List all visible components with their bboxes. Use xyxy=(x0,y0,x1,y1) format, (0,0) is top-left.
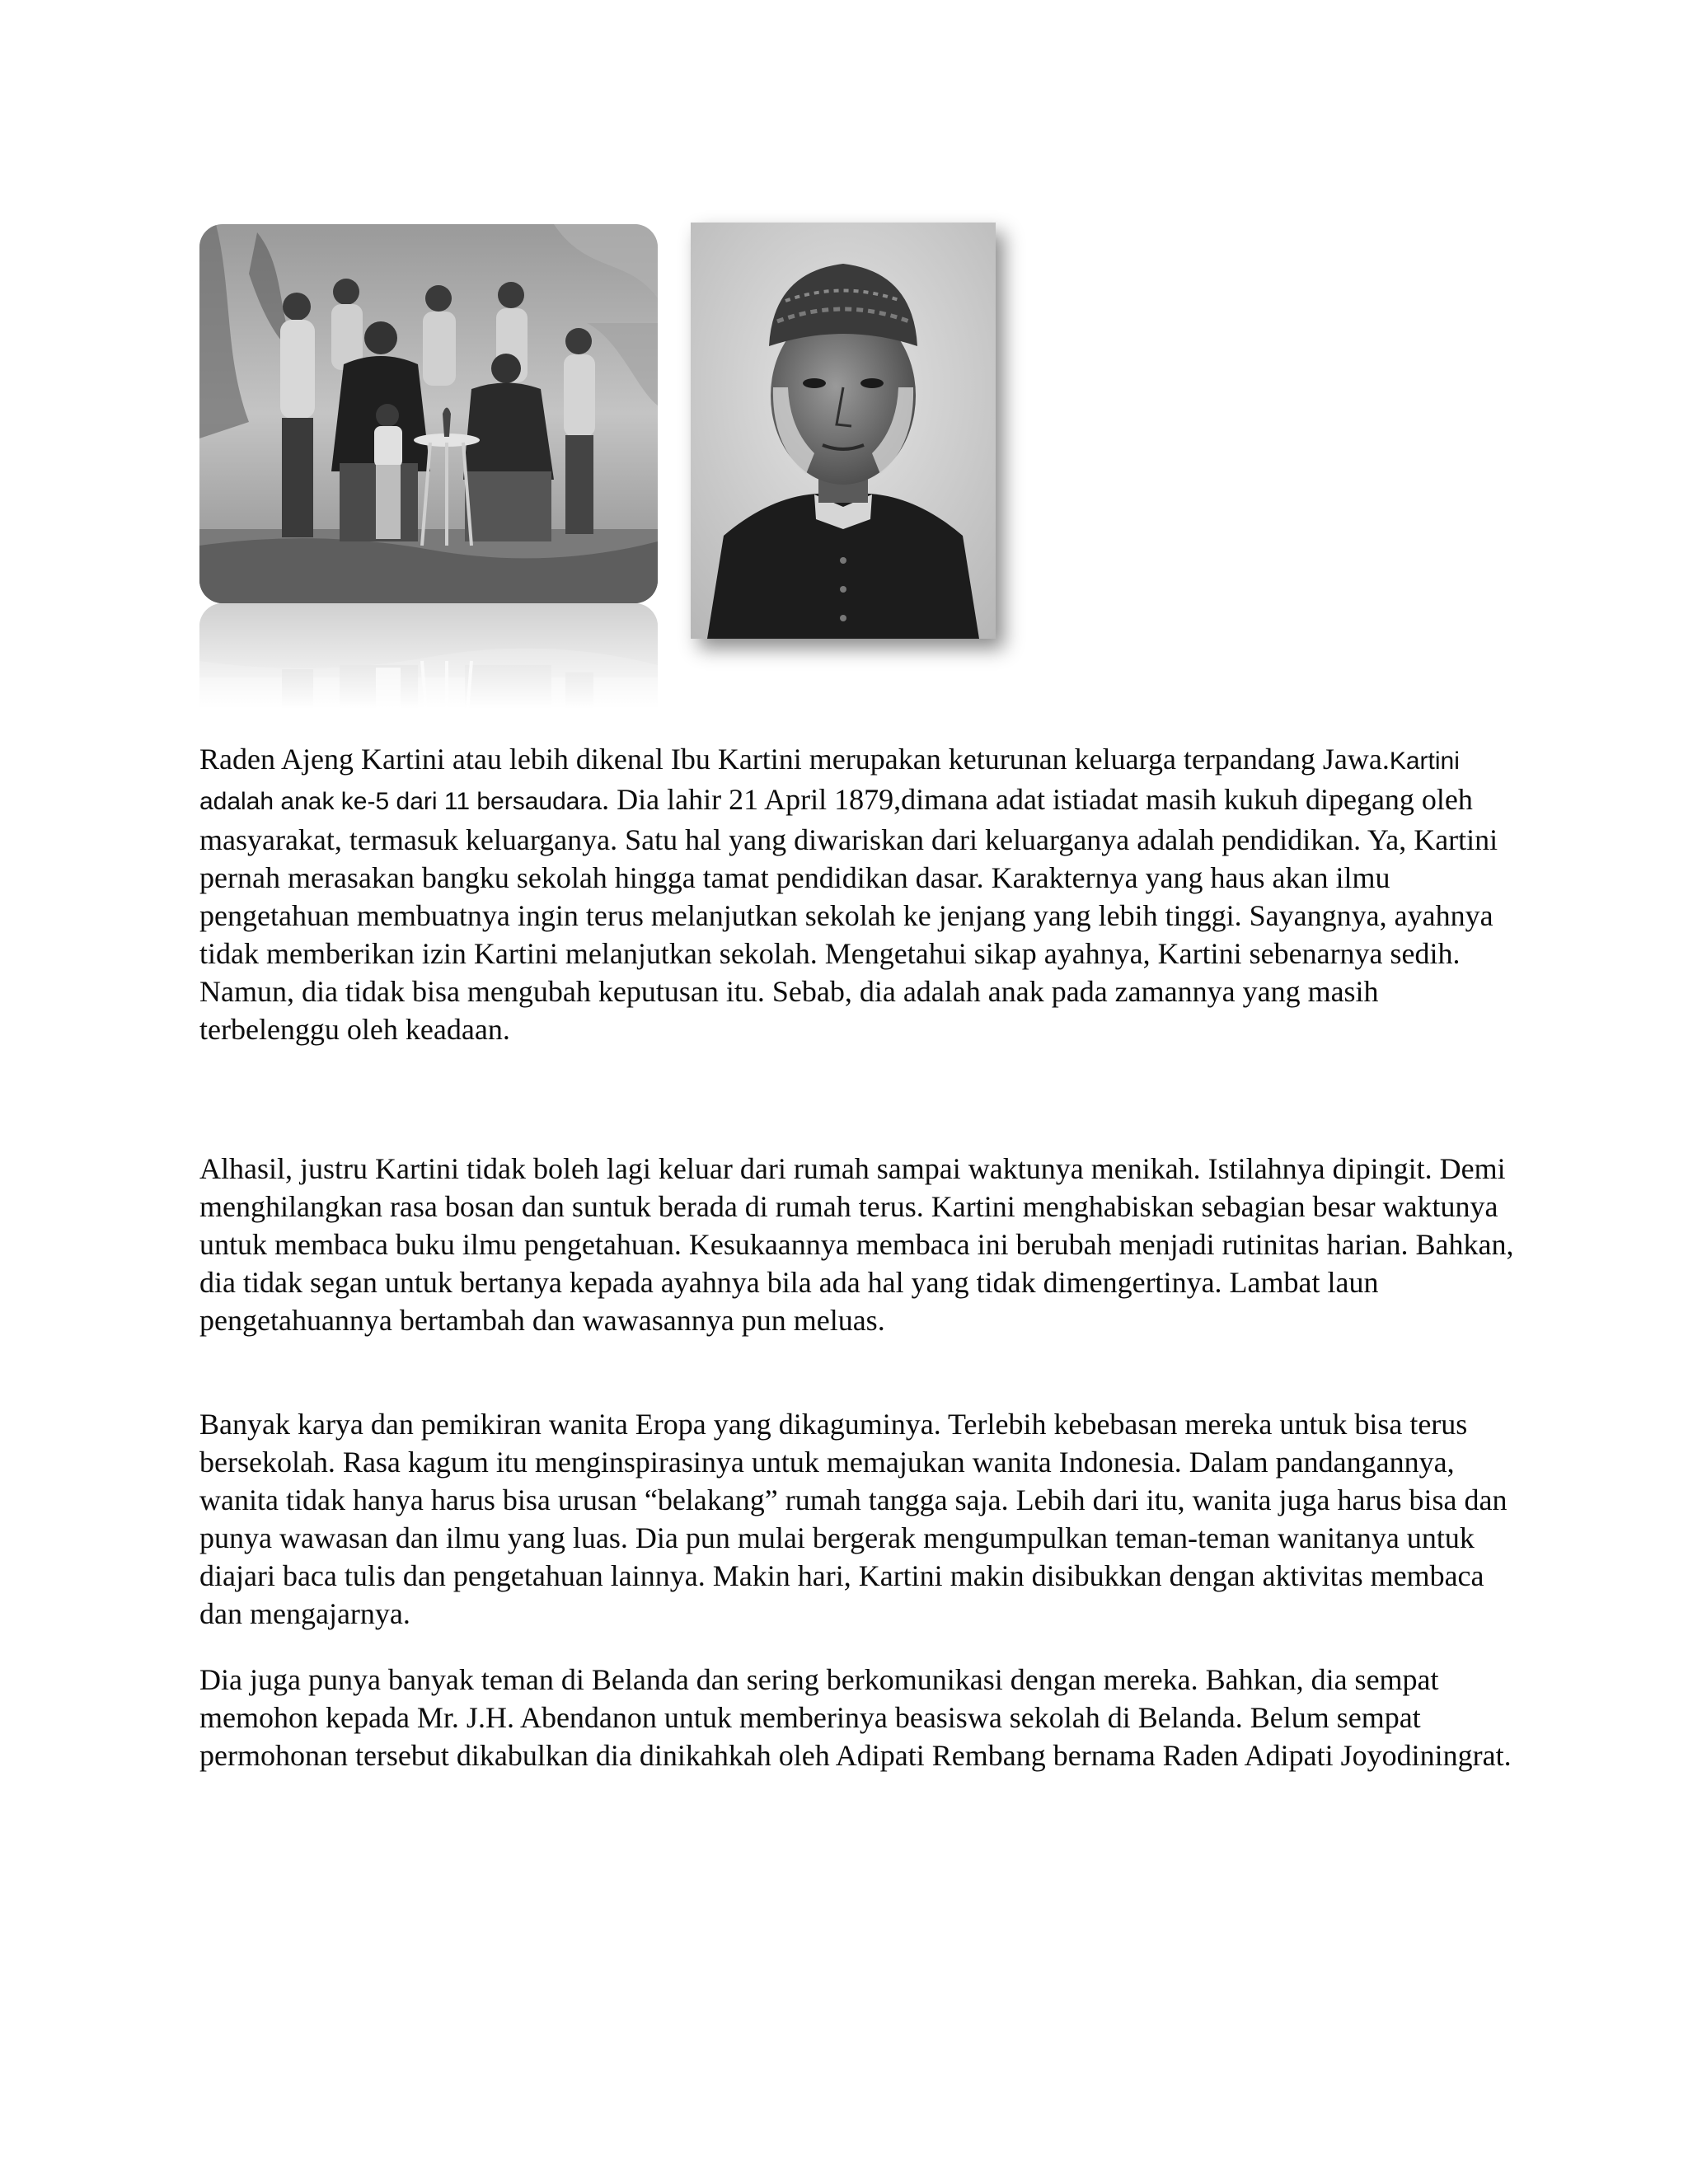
paragraph-2 xyxy=(199,1150,1518,1339)
paragraph-1 xyxy=(199,740,1518,1048)
portrait-photo xyxy=(691,223,996,639)
family-photo xyxy=(199,224,658,709)
paragraph-3 xyxy=(199,1405,1518,1633)
paragraph-1-rest: . Dia lahir 21 April 1879,dimana adat istiadat masih kukuh dipegang oleh masyarakat, termasuk keluarganya. Satu hal yang diwariskan dari keluarganya adalah pendidikan. Ya, Kartini pernah merasakan bangku sekolah hingga tamat pendidikan dasar. Karakternya yang haus akan ilmu pengetahuan membuatnya ingin terus melanjutkan sekolah ke jenjang yang lebih tinggi. Sayangnya, ayahnya tidak memberikan izin Kartini melanjutkan sekolah. Mengetahui sikap ayahnya, Kartini sebenarnya sedih. Namun, dia tidak bisa mengubah keputusan itu. Sebab, dia adalah anak pada zamannya yang masih terbelenggu oleh keadaan. xyxy=(199,783,1498,1046)
paragraph-3-text: Banyak karya dan pemikiran wanita Eropa yang dikaguminya. Terlebih kebebasan mereka untuk bisa terus bersekolah. Rasa kagum itu menginspirasinya untuk memajukan wanita Indonesia. Dalam pandangannya, wanita tidak hanya harus bisa urusan “belakang” rumah tangga saja. Lebih dari itu, wanita juga harus bisa dan punya wawasan dan ilmu yang luas. Dia pun mulai bergerak mengumpulkan teman-teman wanitanya untuk diajari baca tulis dan pengetahuan lainnya. Makin hari, Kartini makin disibukkan dengan aktivitas membaca dan mengajarnya. xyxy=(199,1408,1507,1630)
paragraph-1-sans-run: Kartini adalah anak ke-5 dari 11 bersaudara xyxy=(199,748,1460,815)
paragraph-2-text: Alhasil, justru Kartini tidak boleh lagi keluar dari rumah sampai waktunya menikah. Istilahnya dipingit. Demi menghilangkan rasa bosan dan suntuk berada di rumah terus. Kartini menghabiskan sebagian besar waktunya untuk membaca buku ilmu pengetahuan. Kesukaannya membaca ini berubah menjadi rutinitas harian. Bahkan, dia tidak segan untuk bertanya kepada ayahnya bila ada hal yang tidak dimengertinya. Lambat laun pengetahuannya bertambah dan wawasannya pun meluas. xyxy=(199,1152,1514,1337)
paragraph-1-lead: Raden Ajeng Kartini atau lebih dikenal Ibu Kartini merupakan keturunan keluarga terpandang Jawa. xyxy=(199,743,1390,776)
paragraph-4-text: Dia juga punya banyak teman di Belanda dan sering berkomunikasi dengan mereka. Bahkan, dia sempat memohon kepada Mr. J.H. Abendanon untuk memberinya beasiswa sekolah di Belanda. Belum sempat permohonan tersebut dikabulkan dia dinikahkah oleh Adipati Rembang bernama Raden Adipati Joyodiningrat. xyxy=(199,1663,1512,1772)
paragraph-4 xyxy=(199,1661,1518,1774)
